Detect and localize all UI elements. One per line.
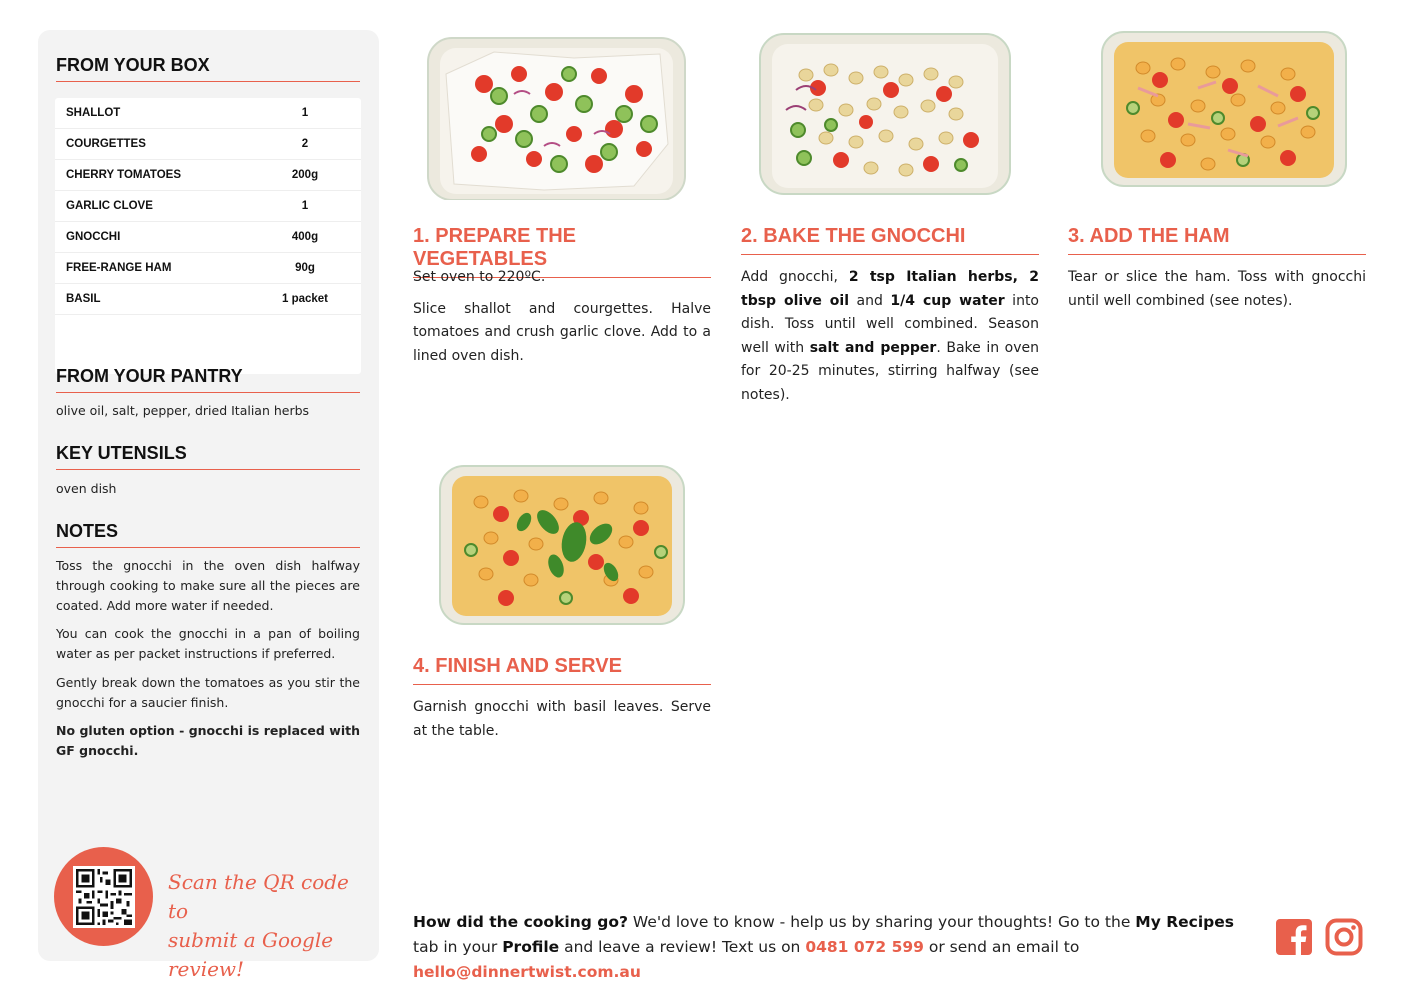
sidebar: [38, 30, 379, 981]
text-run: tab in your: [413, 938, 503, 956]
ingredient-name: COURGETTES: [66, 138, 146, 150]
ingredient-qty: 2: [301, 138, 309, 150]
text-run: and: [849, 292, 891, 309]
text-run-bold: 1/4 cup water: [890, 292, 1005, 309]
step-1-title: 1. PREPARE THE VEGETABLES: [413, 225, 711, 278]
qr-code-icon[interactable]: [73, 866, 135, 928]
text-run-bold: How did the cooking go?: [413, 913, 628, 931]
step-1-photo: [424, 34, 689, 200]
qr-caption-line: Scan the QR code to: [168, 870, 349, 923]
ingredient-row: [55, 284, 361, 315]
step-2-photo: [756, 30, 1014, 198]
my-recipes-link-text: My Recipes: [1135, 913, 1234, 931]
ingredient-qty: 1: [301, 200, 309, 212]
from-your-pantry-title: FROM YOUR PANTRY: [56, 366, 360, 393]
text-run: . Bake in oven for 20-25 minutes, stirring halfway (see notes).: [741, 339, 1039, 403]
text-run: into dish. Toss until well combined. Season well with: [741, 292, 1039, 356]
instagram-icon[interactable]: [1325, 918, 1363, 956]
text-run-bold: 2 tsp Italian herbs, 2 tbsp olive oil: [741, 269, 1039, 309]
ingredient-row: [55, 98, 361, 129]
step-3-photo: [1098, 28, 1350, 190]
footer-message: [413, 910, 1263, 985]
email-link[interactable]: hello@dinnertwist.com.au: [413, 963, 641, 981]
step-1-body: [413, 266, 711, 376]
step-2-title: 2. BAKE THE GNOCCHI: [741, 225, 1039, 255]
qr-caption-line: submit a Google review!: [168, 928, 334, 981]
ingredient-row: [55, 191, 361, 222]
utensils-text: oven dish: [56, 481, 117, 496]
step-paragraph: Garnish gnocchi with basil leaves. Serve at the table.: [413, 699, 711, 739]
step-paragraph: Set oven to 220ºC.: [413, 269, 546, 285]
from-your-box-title: FROM YOUR BOX: [56, 55, 360, 82]
phone-number-link[interactable]: 0481 072 599: [805, 938, 924, 956]
ingredient-name: GARLIC CLOVE: [66, 200, 153, 212]
ingredient-row: [55, 160, 361, 191]
pantry-text: olive oil, salt, pepper, dried Italian herbs: [56, 403, 310, 418]
step-3-title: 3. ADD THE HAM: [1068, 225, 1366, 255]
gluten-note: No gluten option - gnocchi is replaced with GF gnocchi.: [56, 723, 360, 758]
notes-title: NOTES: [56, 521, 360, 548]
profile-link-text: Profile: [502, 938, 560, 956]
ingredients-table: [55, 98, 361, 374]
step-paragraph: Tear or slice the ham. Toss with gnocchi until well combined (see notes).: [1068, 269, 1366, 309]
text-run: and leave a review! Text us on: [559, 938, 806, 956]
step-paragraph: [741, 266, 1039, 407]
ingredient-qty: 90g: [295, 262, 315, 274]
step-4-photo: [436, 462, 688, 628]
text-run: We'd love to know - help us by sharing your thoughts! Go to the: [627, 913, 1136, 931]
ingredient-qty: 1: [301, 107, 309, 119]
note-paragraph: Toss the gnocchi in the oven dish halfway through cooking to make sure all the pieces are coated. Add more water if needed.: [56, 558, 360, 613]
ingredient-name: CHERRY TOMATOES: [66, 169, 182, 181]
key-utensils-title: KEY UTENSILS: [56, 443, 360, 470]
qr-badge[interactable]: [54, 847, 153, 946]
text-run-bold: salt and pepper: [809, 339, 937, 356]
text-run: or send an email to: [923, 938, 1080, 956]
ingredient-qty: 400g: [291, 231, 319, 243]
qr-caption: [168, 868, 368, 984]
ingredient-name: GNOCCHI: [66, 231, 121, 243]
ingredient-name: SHALLOT: [66, 107, 121, 119]
text-run: Add gnocchi,: [741, 269, 849, 285]
ingredient-row: [55, 222, 361, 253]
note-paragraph: Gently break down the tomatoes as you stir the gnocchi for a saucier finish.: [56, 675, 360, 710]
facebook-icon[interactable]: [1275, 918, 1313, 956]
step-2-body: [741, 266, 1039, 415]
ingredient-qty: 200g: [291, 169, 319, 181]
ingredient-name: BASIL: [66, 293, 101, 305]
ingredient-row: [55, 129, 361, 160]
step-4-title: 4. FINISH AND SERVE: [413, 655, 711, 685]
note-paragraph: You can cook the gnocchi in a pan of boiling water as per packet instructions if preferred.: [56, 626, 360, 661]
step-paragraph: Slice shallot and courgettes. Halve tomatoes and crush garlic clove. Add to a lined oven dish.: [413, 300, 711, 364]
ingredient-row: [55, 253, 361, 284]
step-4-body: [413, 696, 711, 751]
ingredient-name: FREE-RANGE HAM: [66, 262, 172, 274]
step-3-body: [1068, 266, 1366, 321]
ingredient-qty: 1 packet: [281, 293, 329, 305]
